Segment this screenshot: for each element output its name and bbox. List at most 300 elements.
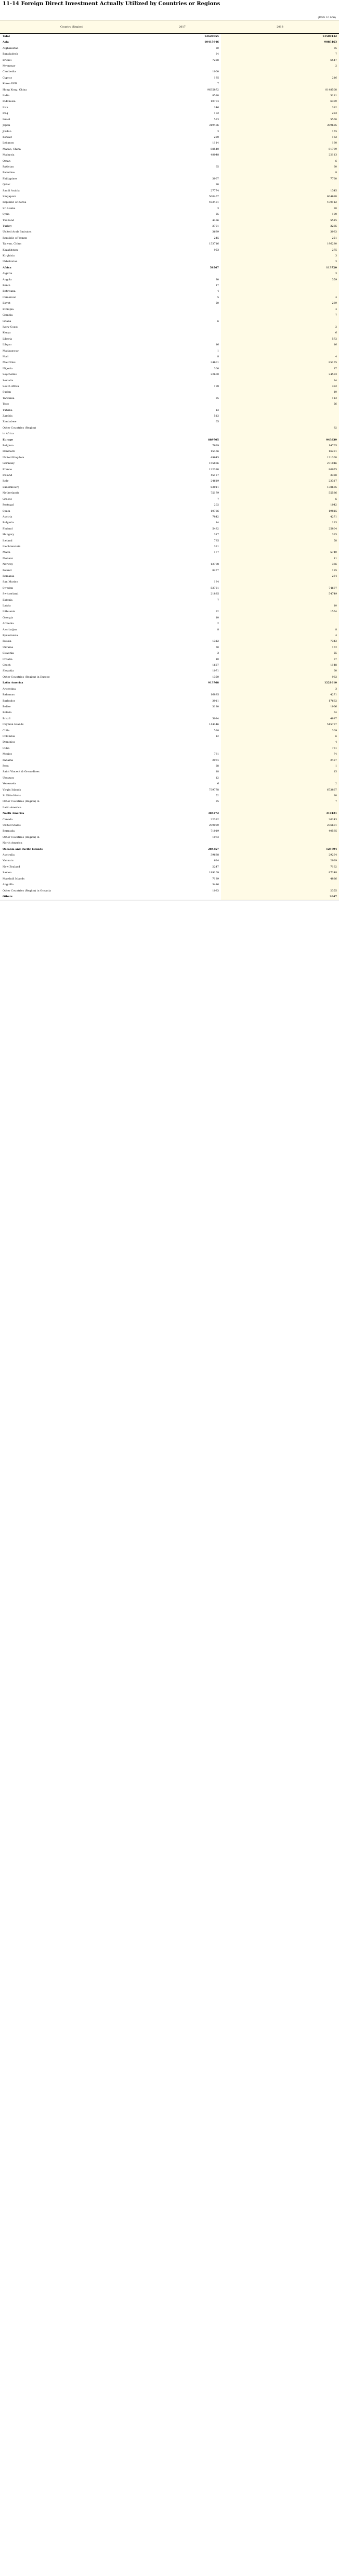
value-2017-cell bbox=[144, 425, 221, 431]
value-2017-cell: 953 bbox=[214, 248, 219, 252]
value-2017-cell: 3967 bbox=[212, 177, 219, 180]
table-row bbox=[0, 740, 339, 745]
country-cell: Korea DPR bbox=[3, 82, 17, 86]
value-2018-cell bbox=[221, 598, 339, 603]
value-2018-cell: 1148 bbox=[221, 663, 339, 668]
value-2018-cell: 7162 bbox=[221, 864, 339, 870]
value-2017-cell bbox=[144, 330, 221, 336]
country-cell: United Arab Emirates bbox=[3, 230, 32, 234]
value-2018-cell bbox=[221, 882, 339, 888]
table-row bbox=[0, 105, 339, 111]
country-cell: Bulgaria bbox=[3, 521, 14, 525]
table-row bbox=[0, 538, 339, 544]
value-2017-cell: 10415946 bbox=[204, 41, 219, 44]
table-row bbox=[0, 159, 339, 164]
table-row-group bbox=[0, 437, 339, 443]
table-row bbox=[0, 123, 339, 128]
country-cell: Mexico bbox=[3, 753, 12, 756]
value-2018-cell: 382 bbox=[221, 105, 339, 111]
table-row bbox=[0, 461, 339, 467]
country-cell: Monaco bbox=[3, 556, 14, 560]
table-row bbox=[0, 384, 339, 390]
country-cell: Other Countries (Region) bbox=[3, 426, 36, 430]
value-2018-cell: 2047 bbox=[221, 894, 339, 900]
country-cell: Estonia bbox=[3, 598, 13, 602]
value-2018-cell: 23317 bbox=[221, 478, 339, 484]
value-2017-cell: 75179 bbox=[211, 491, 219, 495]
value-2018-cell: 382 bbox=[221, 384, 339, 390]
value-2017-cell: 1350 bbox=[212, 675, 219, 679]
value-2018-cell: 17662 bbox=[221, 698, 339, 704]
country-cell: Finland bbox=[3, 527, 13, 530]
table-row bbox=[0, 663, 339, 668]
value-2018-cell: 16 bbox=[221, 342, 339, 348]
table-row bbox=[0, 129, 339, 135]
country-cell: Cambodia bbox=[3, 70, 16, 74]
country-cell: Malta bbox=[3, 551, 10, 554]
table-row bbox=[0, 372, 339, 378]
country-cell: Czech bbox=[3, 664, 11, 667]
value-2018-cell bbox=[221, 544, 339, 550]
value-2017-cell: 24 bbox=[215, 53, 219, 56]
header-2017: 2017 bbox=[144, 20, 221, 34]
table-row bbox=[0, 852, 339, 858]
table-row bbox=[0, 627, 339, 633]
value-2017-cell: 22 bbox=[215, 610, 219, 614]
table-row bbox=[0, 823, 339, 829]
value-2017-cell: 50 bbox=[215, 302, 219, 305]
table-row bbox=[0, 526, 339, 532]
table-body bbox=[0, 34, 339, 900]
table-row bbox=[0, 514, 339, 520]
table-row bbox=[0, 259, 339, 265]
country-cell: Spain bbox=[3, 509, 10, 513]
country-cell: Chile bbox=[3, 729, 10, 732]
table-row bbox=[0, 817, 339, 823]
value-2017-cell: 12798 bbox=[211, 563, 219, 566]
value-2018-cell: 85175 bbox=[221, 360, 339, 366]
value-2017-cell: 10726 bbox=[211, 509, 219, 513]
table-row bbox=[0, 455, 339, 461]
value-2017-cell: 523 bbox=[214, 118, 219, 121]
table-row bbox=[0, 229, 339, 235]
value-2018-cell bbox=[221, 419, 339, 425]
table-row bbox=[0, 87, 339, 93]
value-2018-cell: 470112 bbox=[221, 200, 339, 205]
country-cell: Taiwan, China bbox=[3, 242, 22, 246]
country-cell: Ivory Coast bbox=[3, 325, 18, 329]
value-2018-cell: 325 bbox=[221, 532, 339, 538]
country-cell: Zimbabwe bbox=[3, 420, 17, 424]
value-2017-cell: 8 bbox=[217, 355, 219, 358]
country-cell: Lithuania bbox=[3, 610, 16, 614]
country-cell: Azerbaijan bbox=[3, 628, 17, 631]
country-cell: Canada bbox=[3, 818, 13, 821]
value-2018-cell: 309 bbox=[221, 728, 339, 734]
table-row bbox=[0, 295, 339, 301]
value-2018-cell: 87248 bbox=[221, 870, 339, 876]
table-row-group bbox=[0, 847, 339, 852]
table-row bbox=[0, 51, 339, 57]
value-2017-cell: 319496 bbox=[208, 124, 219, 127]
table-row bbox=[0, 390, 339, 395]
value-2017-cell bbox=[144, 746, 221, 752]
table-row bbox=[0, 212, 339, 217]
table-row bbox=[0, 147, 339, 152]
value-2018-cell: 125794 bbox=[221, 847, 339, 852]
value-2018-cell: 13500142 bbox=[221, 34, 339, 40]
value-2018-cell: 236601 bbox=[221, 823, 339, 829]
value-2018-cell: 4887 bbox=[221, 716, 339, 722]
value-2017-cell: 122390 bbox=[208, 468, 219, 471]
table-row bbox=[0, 704, 339, 710]
value-2017-cell bbox=[144, 603, 221, 609]
value-2018-cell: 162 bbox=[221, 135, 339, 140]
value-2017-cell: 16 bbox=[215, 343, 219, 347]
table-row bbox=[0, 568, 339, 574]
country-cell: North America bbox=[3, 842, 22, 845]
table-row bbox=[0, 769, 339, 775]
value-2017-cell: 52 bbox=[215, 794, 219, 797]
value-2018-cell: 64 bbox=[221, 710, 339, 716]
country-cell: New Zealand bbox=[3, 865, 20, 869]
value-2018-cell: 74697 bbox=[221, 586, 339, 591]
value-2017-cell: 28 bbox=[215, 764, 219, 768]
value-2018-cell: 15 bbox=[221, 769, 339, 775]
table-row bbox=[0, 283, 339, 289]
country-cell: Libyan bbox=[3, 343, 12, 347]
value-2017-cell: 55 bbox=[215, 213, 219, 216]
country-cell: Singapore bbox=[3, 195, 16, 198]
country-cell: Poland bbox=[3, 568, 12, 572]
country-cell: Nigeria bbox=[3, 367, 13, 370]
country-cell: Georgia bbox=[3, 616, 14, 619]
value-2018-cell: 100 bbox=[221, 212, 339, 217]
value-2017-cell: 3180 bbox=[212, 705, 219, 708]
value-2018-cell bbox=[221, 579, 339, 585]
value-2017-cell: 21885 bbox=[211, 592, 219, 596]
value-2018-cell: 216 bbox=[221, 75, 339, 81]
value-2018-cell: 6399 bbox=[221, 99, 339, 105]
value-2017-cell: 39688 bbox=[211, 853, 219, 857]
country-cell: Togo bbox=[3, 403, 9, 406]
value-2017-cell: 4436 bbox=[212, 218, 219, 222]
table-row bbox=[0, 449, 339, 455]
value-2018-cell: 3285 bbox=[221, 224, 339, 229]
country-cell: Kenya bbox=[3, 331, 11, 335]
value-2018-cell bbox=[221, 615, 339, 621]
value-2018-cell: 8148508 bbox=[221, 87, 339, 93]
value-2018-cell: 113720 bbox=[221, 265, 339, 271]
country-cell: Iran bbox=[3, 106, 8, 109]
value-2018-cell bbox=[221, 805, 339, 811]
value-2017-cell: 10704 bbox=[211, 100, 219, 103]
table-row bbox=[0, 431, 339, 437]
country-cell: Belize bbox=[3, 705, 11, 708]
value-2017-cell: 1 bbox=[217, 349, 219, 353]
country-cell: Botswana bbox=[3, 290, 16, 293]
table-row bbox=[0, 236, 339, 241]
value-2018-cell: 6 bbox=[221, 330, 339, 336]
country-cell: Italy bbox=[3, 480, 9, 483]
value-2018-cell: 29264 bbox=[221, 852, 339, 858]
table-row-group bbox=[0, 265, 339, 271]
value-2017-cell: 731 bbox=[214, 753, 219, 756]
value-2017-cell bbox=[144, 840, 221, 846]
table-row bbox=[0, 728, 339, 734]
country-cell: Palestine bbox=[3, 171, 15, 175]
country-cell: Iceland bbox=[3, 539, 12, 542]
country-cell: Asia bbox=[3, 41, 9, 44]
value-2018-cell: 251 bbox=[221, 236, 339, 241]
country-cell: Gambia bbox=[3, 314, 13, 317]
value-2017-cell: 299989 bbox=[208, 824, 219, 827]
table-row bbox=[0, 467, 339, 473]
table-row bbox=[0, 152, 339, 158]
country-cell: Jordan bbox=[3, 130, 11, 133]
country-cell: Myanmar bbox=[3, 64, 16, 68]
value-2018-cell: 60 bbox=[221, 668, 339, 674]
country-cell: Other Countries (Region) in bbox=[3, 800, 40, 804]
table-row bbox=[0, 182, 339, 188]
country-cell: Macao, China bbox=[3, 147, 21, 151]
value-2017-cell bbox=[144, 390, 221, 395]
value-2017-cell: 49645 bbox=[211, 456, 219, 459]
country-cell: Lebanon bbox=[3, 141, 14, 145]
value-2018-cell: 6 bbox=[221, 159, 339, 164]
country-cell: Egypt bbox=[3, 302, 10, 305]
value-2018-cell: 58 bbox=[221, 538, 339, 544]
table-row bbox=[0, 425, 339, 431]
value-2017-cell: 195 bbox=[214, 76, 219, 80]
country-cell: Mauritius bbox=[3, 361, 16, 365]
value-2018-cell: 22113 bbox=[221, 152, 339, 158]
value-2018-cell: 16281 bbox=[221, 449, 339, 455]
value-2018-cell: 55 bbox=[221, 651, 339, 656]
value-2018-cell: 2 bbox=[221, 781, 339, 787]
value-2017-cell: 331 bbox=[214, 545, 219, 548]
value-2017-cell: 88540 bbox=[211, 147, 219, 151]
table-row bbox=[0, 330, 339, 336]
table-row bbox=[0, 473, 339, 478]
header-row bbox=[0, 20, 339, 34]
country-cell: Mali bbox=[3, 355, 9, 358]
country-cell: Oman bbox=[3, 159, 11, 163]
value-2017-cell: 198 bbox=[214, 384, 219, 388]
value-2018-cell: 86975 bbox=[221, 467, 339, 473]
table-row bbox=[0, 443, 339, 449]
value-2017-cell: 65 bbox=[215, 420, 219, 424]
country-cell: Argentina bbox=[3, 687, 16, 691]
value-2017-cell: 90 bbox=[215, 278, 219, 281]
country-cell: Vanuatu bbox=[3, 859, 14, 863]
table-row bbox=[0, 478, 339, 484]
country-cell: Oceania and Pacific Islands bbox=[3, 847, 43, 851]
value-2017-cell: 7189 bbox=[212, 877, 219, 881]
table-row bbox=[0, 775, 339, 781]
value-2018-cell: 1 bbox=[221, 763, 339, 769]
table-row bbox=[0, 562, 339, 567]
value-2018-cell: 74 bbox=[221, 752, 339, 757]
table-row bbox=[0, 651, 339, 656]
table-row bbox=[0, 248, 339, 253]
value-2018-cell: 9083163 bbox=[221, 40, 339, 45]
country-cell: Iraq bbox=[3, 112, 8, 115]
value-2017-cell: 16895 bbox=[211, 693, 219, 697]
value-2017-cell: 7258 bbox=[212, 58, 219, 62]
country-cell: Sweden bbox=[3, 586, 14, 590]
table-row bbox=[0, 502, 339, 508]
country-cell: Uzbekistan bbox=[3, 260, 18, 264]
table-row bbox=[0, 313, 339, 318]
value-2017-cell: 50 bbox=[215, 645, 219, 649]
country-cell: Peru bbox=[3, 764, 9, 768]
value-2017-cell: 8277 bbox=[212, 568, 219, 572]
table-row bbox=[0, 419, 339, 425]
value-2018-cell: 185 bbox=[221, 568, 339, 574]
country-cell: Europe bbox=[3, 438, 14, 442]
table-row bbox=[0, 876, 339, 882]
country-cell: Tanzania bbox=[3, 396, 15, 400]
table-row bbox=[0, 63, 339, 69]
country-cell: Madagascar bbox=[3, 349, 19, 353]
table-row bbox=[0, 289, 339, 294]
country-cell: Angola bbox=[3, 278, 12, 281]
value-2018-cell: 54749 bbox=[221, 591, 339, 597]
value-2017-cell: 7 bbox=[217, 497, 219, 501]
table-row bbox=[0, 598, 339, 603]
value-2017-cell bbox=[144, 325, 221, 330]
value-2017-cell: 220 bbox=[214, 135, 219, 139]
country-cell: Brunei bbox=[3, 58, 12, 62]
value-2018-cell: 20 bbox=[221, 206, 339, 212]
value-2018-cell: 133 bbox=[221, 520, 339, 526]
value-2017-cell: 90 bbox=[215, 183, 219, 187]
country-cell: Somalia bbox=[3, 379, 14, 382]
value-2018-cell: 7 bbox=[221, 799, 339, 805]
country-cell: Dominica bbox=[3, 741, 15, 744]
table-row bbox=[0, 354, 339, 360]
value-2018-cell: 37 bbox=[221, 657, 339, 663]
table-row-group bbox=[0, 40, 339, 45]
country-cell: Ghana bbox=[3, 319, 11, 323]
table-row-group bbox=[0, 34, 339, 40]
country-cell: Turkey bbox=[3, 225, 12, 228]
table-row bbox=[0, 556, 339, 562]
country-cell: United Kingdom bbox=[3, 456, 24, 459]
table-row bbox=[0, 793, 339, 799]
table-row bbox=[0, 218, 339, 224]
table-row bbox=[0, 58, 339, 63]
value-2018-cell bbox=[221, 775, 339, 781]
value-2018-cell: 25804 bbox=[221, 526, 339, 532]
value-2018-cell: 2 bbox=[221, 63, 339, 69]
value-2017-cell: 48048 bbox=[211, 153, 219, 157]
table-row bbox=[0, 870, 339, 876]
value-2018-cell: 359 bbox=[221, 277, 339, 283]
value-2017-cell bbox=[144, 894, 221, 900]
value-2017-cell: 17 bbox=[215, 284, 219, 288]
table-row bbox=[0, 140, 339, 146]
value-2017-cell: 4 bbox=[217, 290, 219, 293]
value-2018-cell: 761 bbox=[221, 746, 339, 752]
value-2018-cell: 572 bbox=[221, 336, 339, 342]
table-row bbox=[0, 675, 339, 680]
country-cell: Thailand bbox=[3, 218, 15, 222]
country-cell: Sri Lanka bbox=[3, 206, 16, 210]
value-2017-cell: 12 bbox=[215, 734, 219, 738]
value-2018-cell bbox=[221, 431, 339, 437]
value-2018-cell: 4 bbox=[221, 354, 339, 360]
table-row bbox=[0, 710, 339, 716]
value-2018-cell: 6 bbox=[221, 497, 339, 502]
country-cell: in Africa bbox=[3, 432, 14, 436]
country-cell: Saint Vincent & Grenadines bbox=[3, 770, 40, 774]
value-2017-cell: 403481 bbox=[208, 201, 219, 204]
value-2017-cell: 3699 bbox=[212, 230, 219, 234]
value-2018-cell bbox=[221, 835, 339, 840]
value-2018-cell bbox=[221, 408, 339, 413]
value-2017-cell: 624 bbox=[214, 859, 219, 863]
table-row bbox=[0, 490, 339, 496]
value-2018-cell: 6 bbox=[221, 734, 339, 740]
value-2017-cell: 10 bbox=[215, 616, 219, 619]
value-2017-cell bbox=[144, 63, 221, 69]
table-row bbox=[0, 829, 339, 834]
value-2017-cell bbox=[144, 313, 221, 318]
table-row bbox=[0, 366, 339, 372]
country-cell: Afghanistan bbox=[3, 46, 19, 50]
value-2018-cell: 943839 bbox=[221, 437, 339, 443]
value-2017-cell: 12620055 bbox=[204, 35, 219, 38]
table-row bbox=[0, 888, 339, 894]
table-row bbox=[0, 639, 339, 644]
value-2018-cell: 4 bbox=[221, 633, 339, 639]
value-2018-cell: 11 bbox=[221, 556, 339, 562]
table-row bbox=[0, 485, 339, 490]
country-cell: Bermuda bbox=[3, 830, 15, 833]
value-2017-cell: 7629 bbox=[212, 444, 219, 448]
value-2018-cell: 4 bbox=[221, 740, 339, 745]
value-2017-cell: 1071 bbox=[212, 669, 219, 673]
value-2017-cell: 155836 bbox=[208, 462, 219, 465]
value-2017-cell: 735 bbox=[214, 539, 219, 542]
country-cell: Australia bbox=[3, 853, 15, 857]
country-cell: North America bbox=[3, 812, 24, 815]
table-row bbox=[0, 609, 339, 615]
country-cell: Colombia bbox=[3, 734, 15, 738]
country-cell: South Africa bbox=[3, 384, 19, 388]
table-row bbox=[0, 301, 339, 306]
value-2018-cell: 81799 bbox=[221, 147, 339, 152]
value-2017-cell: 2247 bbox=[212, 865, 219, 869]
value-2017-cell bbox=[144, 431, 221, 437]
value-2018-cell: 3358 bbox=[221, 473, 339, 478]
value-2017-cell: 245 bbox=[214, 236, 219, 240]
value-2017-cell: 6 bbox=[217, 782, 219, 786]
value-2017-cell: 246 bbox=[214, 106, 219, 109]
value-2018-cell bbox=[221, 413, 339, 419]
value-2017-cell: 3 bbox=[217, 130, 219, 133]
value-2018-cell: 26243 bbox=[221, 817, 339, 823]
table-row bbox=[0, 164, 339, 170]
country-cell: Other Countries (Region) in Europe bbox=[3, 675, 50, 679]
value-2017-cell: 63011 bbox=[211, 485, 219, 489]
value-2017-cell bbox=[144, 740, 221, 745]
table-row bbox=[0, 799, 339, 805]
table-row bbox=[0, 378, 339, 384]
table-row bbox=[0, 758, 339, 763]
